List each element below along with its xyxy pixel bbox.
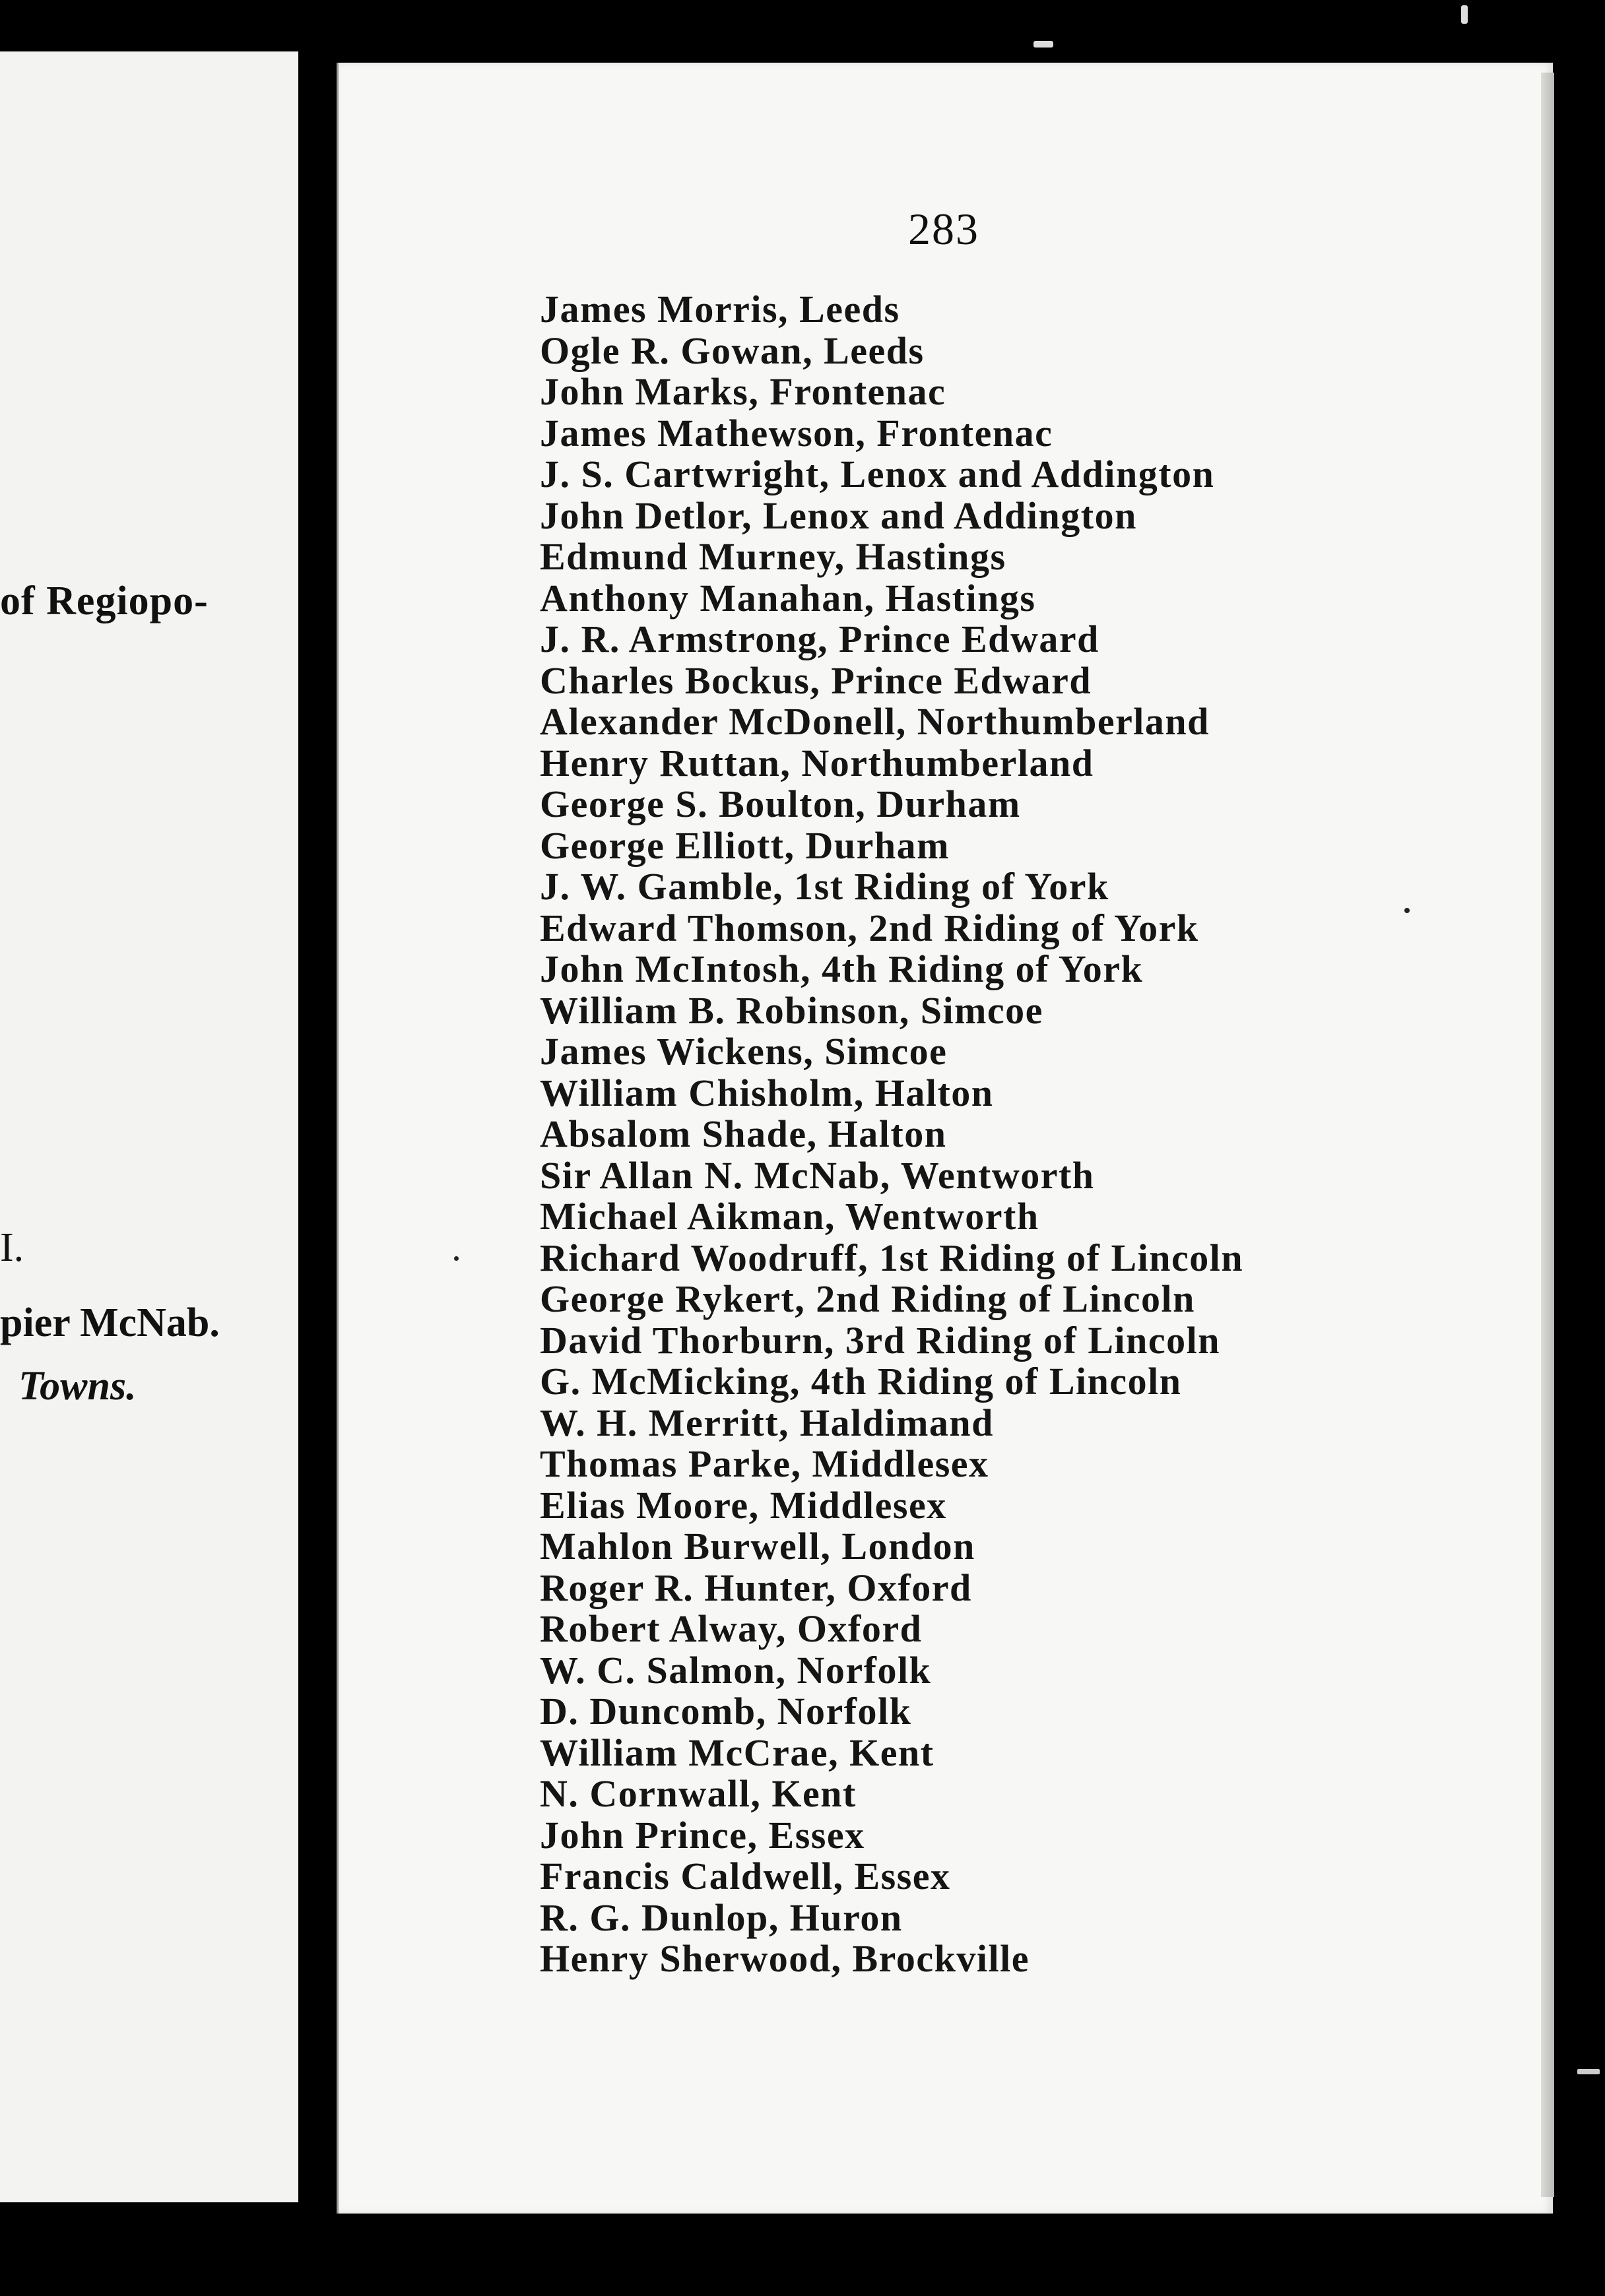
member-entry: J. R. Armstrong, Prince Edward bbox=[540, 618, 1099, 660]
left-page-fragment: of Regiopo- bbox=[0, 579, 209, 623]
member-entry: G. McMicking, 4th Riding of Lincoln bbox=[540, 1360, 1182, 1403]
member-entry: Mahlon Burwell, London bbox=[540, 1525, 975, 1568]
page-edge bbox=[1541, 73, 1554, 2197]
member-entry: Francis Caldwell, Essex bbox=[540, 1855, 951, 1897]
book-gutter bbox=[298, 40, 337, 2217]
member-entry: Absalom Shade, Halton bbox=[540, 1112, 947, 1155]
member-entry: Edward Thomson, 2nd Riding of York bbox=[540, 906, 1199, 949]
left-page-fragment: pier McNab. bbox=[0, 1300, 220, 1345]
scan-speck bbox=[1461, 5, 1468, 24]
member-entry: George Elliott, Durham bbox=[540, 823, 950, 867]
left-page-fragment: I. bbox=[0, 1225, 24, 1270]
member-entry: D. Duncomb, Norfolk bbox=[540, 1690, 912, 1733]
member-list bbox=[540, 289, 1243, 1980]
member-entry: J. W. Gamble, 1st Riding of York bbox=[540, 865, 1109, 908]
scan-speck bbox=[454, 1256, 459, 1261]
scan-speck bbox=[1404, 908, 1410, 913]
member-entry: Ogle R. Gowan, Leeds bbox=[540, 329, 925, 372]
member-entry: Edmund Murney, Hastings bbox=[540, 535, 1006, 578]
member-entry: George Rykert, 2nd Riding of Lincoln bbox=[540, 1277, 1195, 1320]
left-page bbox=[0, 51, 300, 2202]
member-entry: N. Cornwall, Kent bbox=[540, 1772, 857, 1815]
member-entry: William B. Robinson, Simcoe bbox=[540, 988, 1043, 1032]
member-entry: James Morris, Leeds bbox=[540, 288, 900, 331]
member-entry: Robert Alway, Oxford bbox=[540, 1607, 923, 1650]
member-entry: Charles Bockus, Prince Edward bbox=[540, 658, 1092, 702]
member-entry: John Prince, Essex bbox=[540, 1813, 865, 1857]
member-entry: Anthony Manahan, Hastings bbox=[540, 576, 1036, 620]
member-entry: Roger R. Hunter, Oxford bbox=[540, 1566, 972, 1609]
member-entry: W. H. Merritt, Haldimand bbox=[540, 1401, 994, 1444]
member-entry: James Mathewson, Frontenac bbox=[540, 411, 1053, 455]
member-entry: James Wickens, Simcoe bbox=[540, 1030, 948, 1073]
scan-speck bbox=[1577, 2069, 1600, 2074]
member-entry: J. S. Cartwright, Lenox and Addington bbox=[540, 453, 1215, 495]
member-entry: John McIntosh, 4th Riding of York bbox=[540, 947, 1144, 990]
member-entry: John Detlor, Lenox and Addington bbox=[540, 494, 1137, 537]
member-entry: William McCrae, Kent bbox=[540, 1731, 934, 1774]
member-entry: Richard Woodruff, 1st Riding of Lincoln bbox=[540, 1236, 1244, 1279]
member-entry: George S. Boulton, Durham bbox=[540, 782, 1021, 825]
member-entry: Michael Aikman, Wentworth bbox=[540, 1195, 1039, 1238]
member-entry: John Marks, Frontenac bbox=[540, 370, 946, 413]
member-entry: W. C. Salmon, Norfolk bbox=[540, 1648, 932, 1692]
left-page-fragment: Towns. bbox=[18, 1364, 137, 1409]
member-entry: Sir Allan N. McNab, Wentworth bbox=[540, 1153, 1095, 1197]
member-entry: Elias Moore, Middlesex bbox=[540, 1483, 947, 1527]
member-entry: William Chisholm, Halton bbox=[540, 1071, 994, 1114]
member-entry: Thomas Parke, Middlesex bbox=[540, 1442, 989, 1485]
member-entry: Alexander McDonell, Northumberland bbox=[540, 700, 1210, 743]
scan-speck bbox=[1033, 41, 1053, 48]
member-entry: R. G. Dunlop, Huron bbox=[540, 1896, 903, 1939]
member-entry: Henry Ruttan, Northumberland bbox=[540, 741, 1094, 784]
member-entry: Henry Sherwood, Brockville bbox=[540, 1937, 1030, 1980]
page-number: 283 bbox=[908, 204, 979, 254]
member-entry: David Thorburn, 3rd Riding of Lincoln bbox=[540, 1318, 1221, 1362]
